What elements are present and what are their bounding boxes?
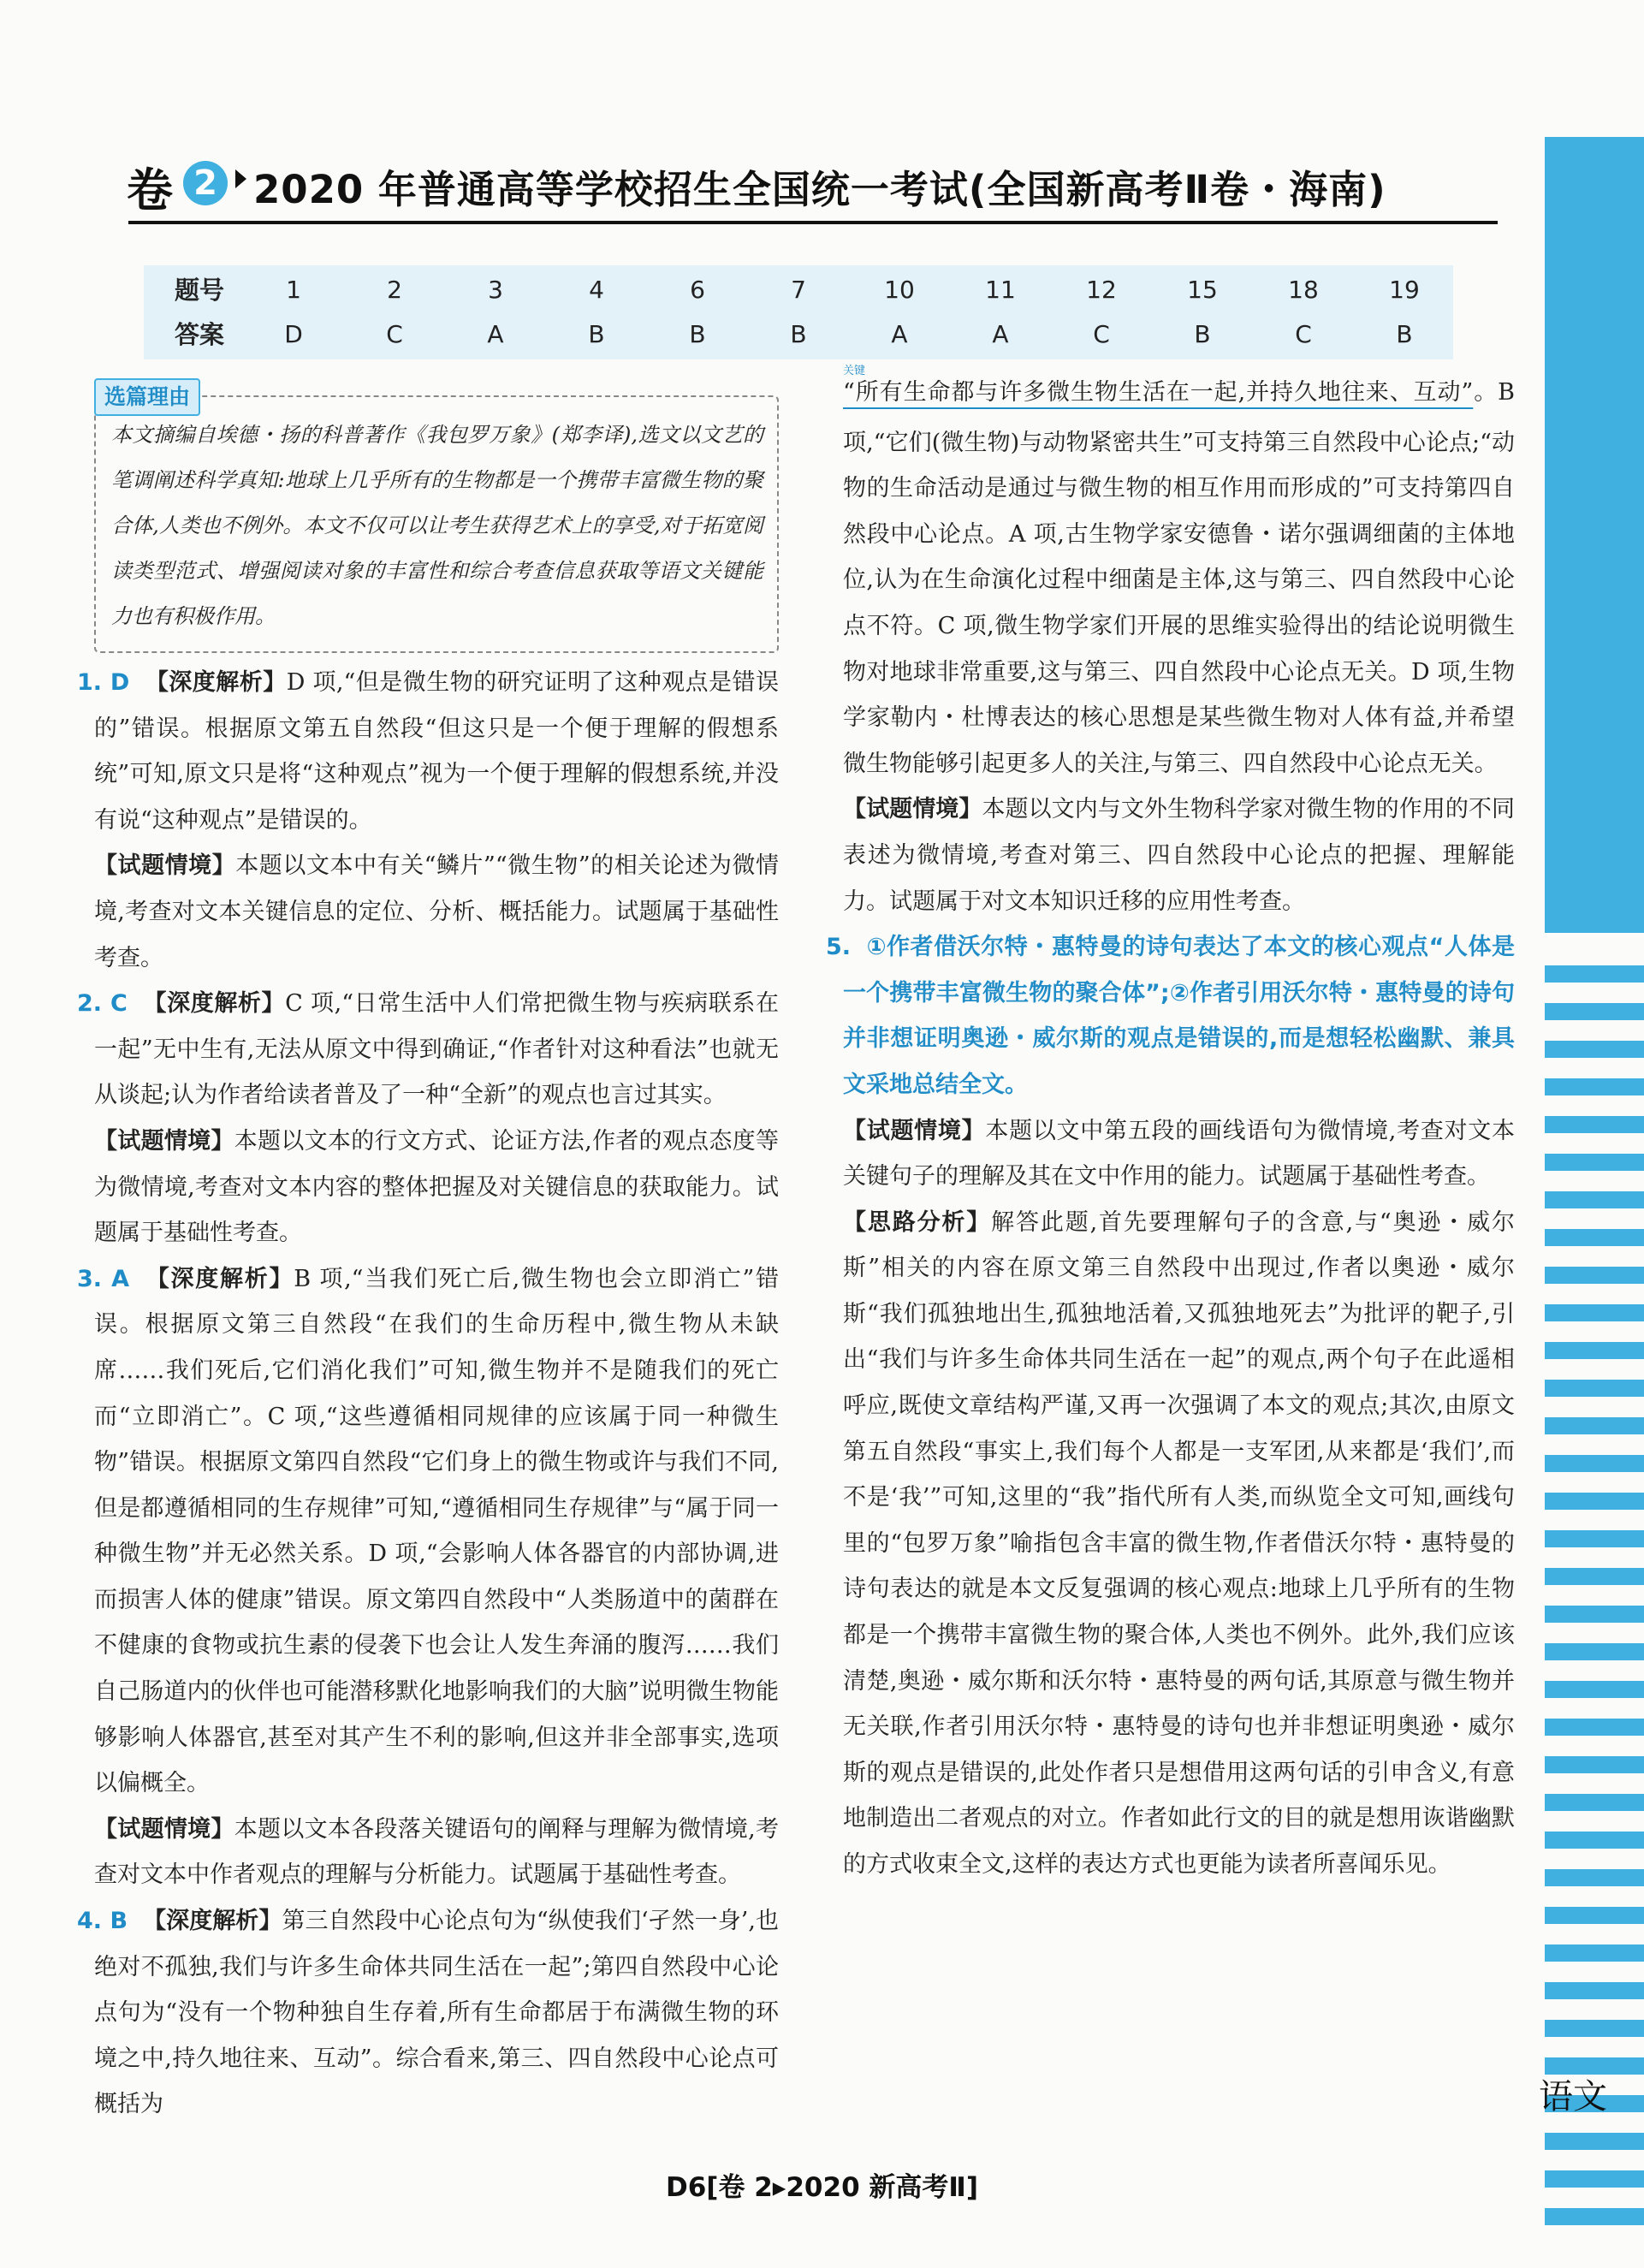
context-text: 本题以文本中有关“鳞片”“微生物”的相关论述为微情境,考查对文本关键信息的定位、分析、概括能力。试题属于基础性考查。 [94, 852, 779, 971]
answer-letter: C [386, 320, 403, 348]
sidebar-stripe [1545, 1794, 1644, 1811]
answer-letter: A [891, 320, 908, 348]
sidebar-block [1545, 137, 1644, 933]
item-number: 4. B [77, 1908, 128, 1935]
answer-table-row-answers [144, 312, 1453, 357]
analysis-tag: 【深度解析】 [142, 990, 286, 1018]
item-number: 3. A [77, 1265, 130, 1292]
selection-reason-text: 本文摘编自埃德・扬的科普著作《我包罗万象》(郑李译),选文以文艺的笔调阐述科学真知:地球上几乎所有的生物都是一个携带丰富微生物的聚合体,人类也不例外。本文不仅可以让考生获得艺术上的享受,对于拓宽阅读类型范式、增强阅读对象的丰富性和综合考查信息获取等语文关键能力也有积极作用。 [111, 423, 763, 628]
approach-tag: 【思路分析】 [843, 1208, 992, 1236]
answer-item-1 [77, 660, 780, 981]
answer-table [144, 265, 1453, 359]
question-number: 3 [488, 276, 503, 304]
answer-letter: D [284, 320, 303, 348]
sidebar-stripe [1545, 1380, 1644, 1397]
question-number: 11 [985, 276, 1016, 304]
page-title [110, 154, 1513, 231]
sidebar-stripe [1545, 1530, 1644, 1547]
approach-text: 解答此题,首先要理解句子的含意,与“奥逊・威尔斯”相关的内容在原文第三自然段中出现过,作者以奥逊・威尔斯“我们孤独地出生,孤独地活着,又孤独地死去”为批评的靶子,引出“我们与许多生命体共同生活在一起”的观点,两个句子在此遥相呼应,既使文章结构严谨,又再一次强调了本文的观点;其次,由原文第五自然段“事实上,我们每个人都是一支军团,从来都是‘我们’,而不是‘我’”可知,这里的“我”指代所有人类,而纵览全文可知,画线句里的“包罗万象”喻指包含丰富的微生物,作者借沃尔特・惠特曼的诗句表达的就是本文反复强调的核心观点:地球上几乎所有的生物都是一个携带丰富微生物的聚合体,人类也不例外。此外,我们应该清楚,奥逊・威尔斯和沃尔特・惠特曼的两句话,其原意与微生物并无关联,作者引用沃尔特・惠特曼的诗句也并非想证明奥逊・威尔斯的观点是错误的,此处作者只是想借用这两句话的引申含义,有意地制造出二者观点的对立。作者如此行文的目的就是想用诙谐幽默的方式收束全文,这样的表达方式也更能为读者所喜闻乐见。 [843, 1208, 1516, 1878]
sidebar-stripe [1545, 1116, 1644, 1133]
triangle-arrow-icon [235, 169, 246, 188]
answer-letter: A [487, 320, 504, 348]
answer-letter: B [790, 320, 807, 348]
reference-answer: ①作者借沃尔特・惠特曼的诗句表达了本文的核心观点“人体是一个携带丰富微生物的聚合体”;②作者引用沃尔特・惠特曼的诗句并非想证明奥逊・威尔斯的观点是错误的,而是想轻松幽默、兼具文采地总结全文。 [843, 934, 1515, 1098]
context-text: 本题以文本各段落关键语句的阐释与理解为微情境,考查对文本中作者观点的理解与分析能力。试题属于基础性考查。 [94, 1815, 779, 1889]
context-tag: 【试题情境】 [94, 1815, 234, 1843]
analysis-text: D 项,“但是微生物的研究证明了这种观点是错误的”错误。根据原文第五自然段“但这只是一个便于理解的假想系统”可知,原文只是将“这种观点”视为一个便于理解的假想系统,并没有说“这种观点”是错误的。 [94, 669, 780, 834]
sidebar-stripe [1545, 1869, 1644, 1886]
sidebar-stripe [1545, 1417, 1644, 1434]
sidebar-stripe [1545, 1606, 1644, 1623]
context-tag: 【试题情境】 [843, 796, 982, 823]
sidebar-stripe [1545, 1907, 1644, 1924]
sidebar-stripe [1545, 2020, 1644, 2037]
analysis-text: 第三自然段中心论点句为“纵使我们‘孑然一身’,也绝对不孤独,我们与许多生命体共同生活在一起”;第四自然段中心论点句为“没有一个物种独自生存着,所有生命都居于布满微生物的环境之中,持久地往来、互动”。综合看来,第三、四自然段中心论点可概括为 [94, 1908, 779, 2118]
exam-title: 2020 年普通高等学校招生全国统一考试(全国新高考Ⅱ卷・海南) [253, 167, 1386, 212]
sidebar-stripe [1545, 1719, 1644, 1736]
answer-item-2 [77, 981, 779, 1256]
analysis-text-continued: 。B 项,“它们(微生物)与动物紧密共生”可支持第三自然段中心论点;“动物的生命活动是通过与微生物的相互作用而形成的”可支持第四自然段中心论点。A 项,古生物学家安德鲁・诺尔强调细菌的主体地位,认为在生命演化过程中细菌是主体,这与第三、四自然段中心论点不符。C 项,微生物学家们开展的思维实验得出的结论说明微生物对地球非常重要,这与第三、四自然段中心论点无关。D 项,生物学家勒内・杜博表达的核心思想是某些微生物对人体有益,并希望微生物能够引起更多人的关注,与第三、四自然段中心论点无关。 [843, 379, 1515, 777]
juan-label: 卷 [127, 163, 173, 217]
answer-letter: C [1093, 320, 1110, 348]
page-footer: D6[卷 2▸2020 新高考Ⅱ] [665, 2172, 979, 2203]
analysis-tag: 【深度解析】 [145, 1265, 294, 1292]
question-number: 12 [1086, 276, 1117, 304]
context-tag: 【试题情境】 [94, 852, 236, 880]
answer-item-3 [77, 1256, 780, 1898]
question-number: 4 [589, 276, 604, 304]
analysis-text: C 项,“日常生活中人们常把微生物与疾病联系在一起”无中生有,无法从原文中得到确证,“作者针对这种看法”也就无从谈起;认为作者给读者普及了一种“全新”的观点也言过其实。 [94, 990, 779, 1109]
answer-letter: B [1194, 320, 1211, 348]
sidebar-stripe [1545, 1304, 1644, 1321]
sidebar-stripe [1545, 1681, 1644, 1698]
subject-sidebar [1545, 137, 1644, 2234]
subject-label: 语文 [1539, 2077, 1607, 2117]
question-number: 7 [791, 276, 806, 304]
sidebar-stripe [1545, 1191, 1644, 1208]
analysis-tag: 【深度解析】 [143, 1908, 282, 1935]
item-number: 5. [826, 934, 852, 961]
sidebar-stripe [1545, 2133, 1644, 2150]
sidebar-stripe [1545, 1154, 1644, 1171]
question-number: 15 [1187, 276, 1218, 304]
sidebar-stripe [1545, 1944, 1644, 1962]
question-number: 19 [1389, 276, 1420, 304]
sidebar-stripe [1545, 1078, 1644, 1095]
right-column: 关键“所有生命都与许多微生物生活在一起,并持久地往来、互动”。B 项,“它们(微生物)与动物紧密共生”可支持第三自然段中心论点;“动物的生命活动是通过与微生物的相互作用而形成的”可支持第四自然段中心论点。A 项,古生物学家安德鲁・诺尔强调细菌的主体地位,认为在生命演化过程中细菌是主体,这与第三、四自然段中心论点不符。C 项,微生物学家们开展的思维实验得出的结论说明微生物对地球非常重要,这与第三、四自然段中心论点无关。D 项,生物学家勒内・杜博表达的核心思想是某些微生物对人体有益,并希望微生物能够引起更多人的关注,与第三、四自然段中心论点无关。 【试题情境】本题以文内与文外生物科学家对微生物的作用的不同表述为微情境,考查对第三、四自然段中心论点的把握、理解能力。试题属于对文本知识迁移的应用性考查。 5. ①作者借沃尔特・惠特曼的诗句表达了本文的核心观点“人体是一个携带丰富微生物的聚合体”;②作者引用沃尔特・惠特曼的诗句并非想证明奥逊・威尔斯的观点是错误的,而是想轻松幽默、兼具文采地总结全文。 【试题情境】本题以文中第五段的画线语句为微情境,考查对文本关键句子的理解及其在文中作用的能力。试题属于基础性考查。 【思路分析】解答此题,首先要理解句子的含意,与“奥逊・威尔斯”相关的内容在原文第三自然段中出现过,作者以奥逊・威尔斯“我们孤独地出生,孤独地活着,又孤独地死去”为批评的靶子,引出“我们与许多生命体共同生活在一起”的观点,两个句子在此遥相呼应,既使文章结构严谨,又再一次强调了本文的观点;其次,由原文第五自然段“事实上,我们每个人都是一支军团,从来都是‘我们’,而不是‘我’”可知,这里的“我”指代所有人类,而纵览全文可知,画线句里的“包罗万象”喻指包含丰富的微生物,作者借沃尔特・惠特曼的诗句表达的就是本文反复强调的核心观点:地球上几乎所有的生物都是一个携带丰富微生物的聚合体,人类也不例外。此外,我们应该清楚,奥逊・威尔斯和沃尔特・惠特曼的两句话,其原意与微生物并无关联,作者引用沃尔特・惠特曼的诗句也并非想证明奥逊・威尔斯的观点是错误的,此处作者只是想借用这两句话的引申含义,有意地制造出二者观点的对立。作者如此行文的目的就是想用诙谐幽默的方式收束全文,这样的表达方式也更能为读者所喜闻乐见。 [843, 370, 1515, 1888]
question-number: 6 [690, 276, 705, 304]
selection-reason-box [94, 384, 779, 653]
context-text: 本题以文本的行文方式、论证方法,作者的观点态度等为微情境,考查对文本内容的整体把握及对关键信息的获取能力。试题属于基础性考查。 [94, 1127, 779, 1247]
answer-table-header: 答案 [174, 320, 224, 349]
sidebar-stripe [1545, 1982, 1644, 1999]
sidebar-stripe [1545, 1229, 1644, 1246]
sidebar-stripe [1545, 1643, 1644, 1660]
sidebar-stripe [1545, 1756, 1644, 1773]
question-number: 18 [1288, 276, 1319, 304]
selection-reason-tag: 选篇理由 [94, 378, 200, 416]
answer-item-5 [826, 924, 1516, 1887]
sidebar-stripe [1545, 1568, 1644, 1585]
sidebar-stripe [1545, 1003, 1644, 1020]
sidebar-stripe [1545, 1342, 1644, 1359]
context-text: 本题以文内与文外生物科学家对微生物的作用的不同表述为微情境,考查对第三、四自然段中心论点的把握、理解能力。试题属于对文本知识迁移的应用性考查。 [843, 796, 1516, 915]
answer-table-row-numbers [144, 268, 1453, 312]
analysis-text: B 项,“当我们死亡后,微生物也会立即消亡”错误。根据原文第三自然段“在我们的生命历程中,微生物从未缺席……我们死后,它们消化我们”可知,微生物并不是随我们的死亡而“立即消亡”。C 项,“这些遵循相同规律的应该属于同一种微生物”错误。根据原文第四自然段“它们身上的微生物或许与我们不同,但是都遵循相同的生存规律”可知,“遵循相同生存规律”与“属于同一种微生物”并无必然关系。D 项,“会影响人体各器官的内部协调,进而损害人体的健康”错误。原文第四自然段中“人类肠道中的菌群在不健康的食物或抗生素的侵袭下也会让人发生奔涌的腹泻……我们自己肠道内的伙伴也可能潜移默化地影响我们的大脑”说明微生物能够影响人体器官,甚至对其产生不利的影响,但这并非全部事实,选项以偏概全。 [94, 1265, 780, 1797]
question-number: 1 [286, 276, 301, 304]
answer-letter: C [1295, 320, 1312, 348]
sidebar-stripe [1545, 2208, 1644, 2225]
title-underline [128, 221, 1498, 224]
sidebar-stripe [1545, 1267, 1644, 1284]
question-number: 2 [387, 276, 402, 304]
answer-table-header: 题号 [174, 276, 224, 305]
answer-letter: A [992, 320, 1009, 348]
sidebar-stripe [1545, 1493, 1644, 1510]
underlined-key-sentence: “所有生命都与许多微生物生活在一起,并持久地往来、互动” [843, 379, 1474, 406]
juan-number-badge: 2 [183, 161, 228, 205]
analysis-tag: 【深度解析】 [145, 669, 287, 696]
sidebar-stripe [1545, 965, 1644, 983]
context-text: 本题以文中第五段的画线语句为微情境,考查对文本关键句子的理解及其在文中作用的能力。试题属于基础性考查。 [843, 1117, 1515, 1190]
left-column [77, 370, 780, 2128]
sidebar-stripe [1545, 1041, 1644, 1058]
answer-letter: B [1396, 320, 1413, 348]
context-tag: 【试题情境】 [843, 1117, 986, 1144]
item-number: 1. D [77, 669, 130, 696]
answer-letter: B [588, 320, 605, 348]
context-tag: 【试题情境】 [94, 1127, 234, 1155]
question-number: 10 [884, 276, 915, 304]
item-number: 2. C [77, 990, 128, 1018]
answer-letter: B [689, 320, 706, 348]
sidebar-stripe [1545, 1455, 1644, 1472]
sidebar-stripe [1545, 1832, 1644, 1849]
answer-item-4 [77, 1898, 779, 2128]
